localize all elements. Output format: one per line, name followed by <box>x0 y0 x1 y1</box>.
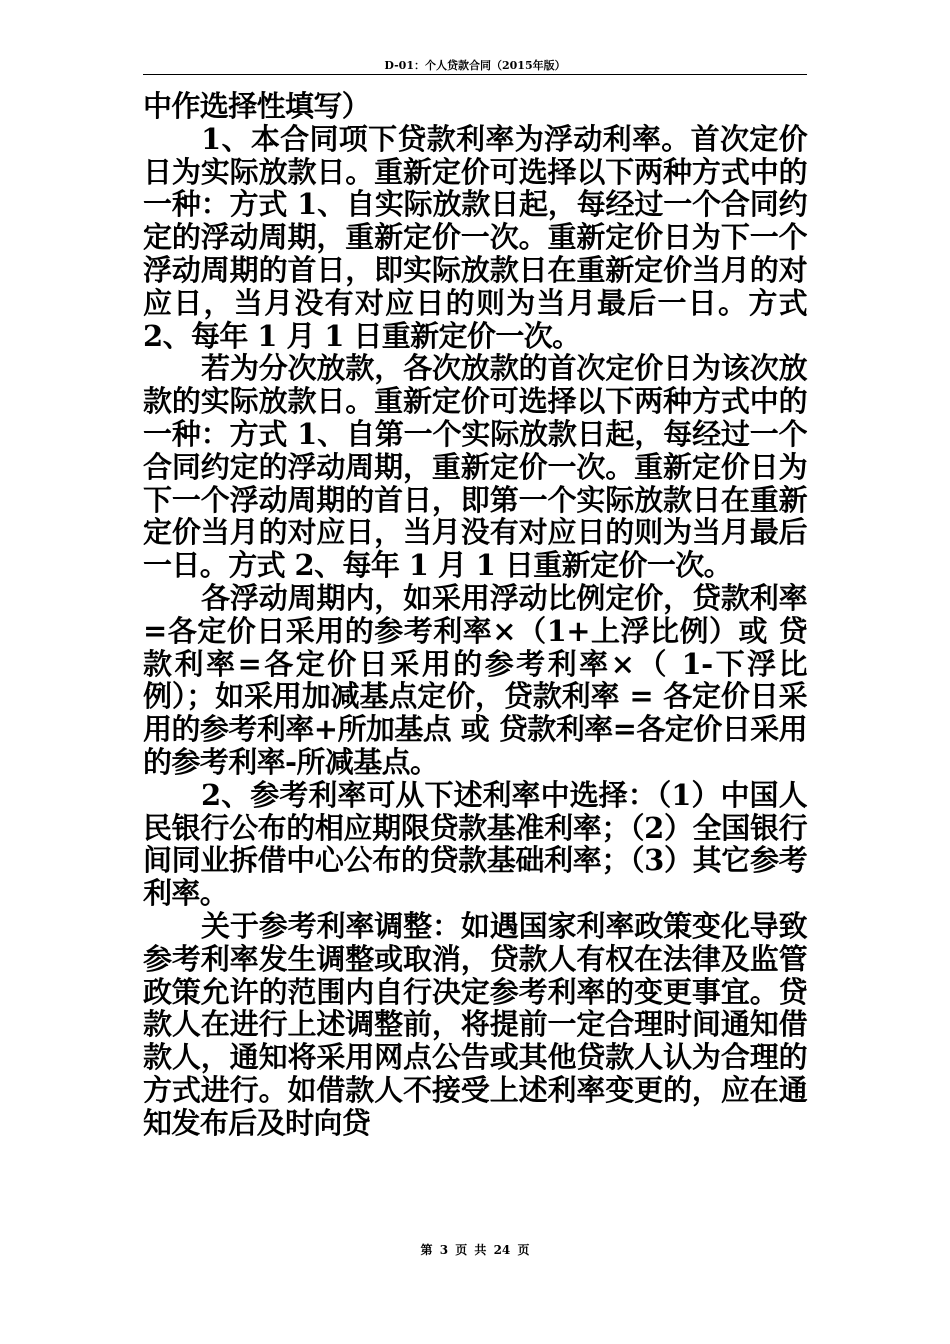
paragraph-rate-formula: 各浮动周期内，如采用浮动比例定价，贷款利率=各定价日采用的参考利率×（1+上浮比例）或 贷款利率=各定价日采用的参考利率×（ 1-下浮比例）；如采用加减基点定价，贷款利率 = 各定价日采用的参考利率+所加基点 或 贷款利率=各定价日采用的参考利率-所减基点。 <box>143 580 807 779</box>
page-number: 第 3 页 共 24 页 <box>420 1243 530 1257</box>
header-divider <box>143 74 807 75</box>
paragraph-installment-pricing: 若为分次放款，各次放款的首次定价日为该次放款的实际放款日。重新定价可选择以下两种方式中的一种：方式 1、自第一个实际放款日起，每经过一个合同约定的浮动周期，重新定价一次。重新定价日为下一个浮动周期的首日，即第一个实际放款日在重新定价当月的对应日，当月没有对应日的则为当月最后一日。方式 2、每年 1 月 1 日重新定价一次。 <box>143 351 807 583</box>
running-header: D-01：个人贷款合同（2015年版） <box>384 59 566 72</box>
paragraph-continuation: 中作选择性填写） <box>143 89 371 123</box>
paragraph-rate-floating: 1、本合同项下贷款利率为浮动利率。首次定价日为实际放款日。重新定价可选择以下两种方式中的一种：方式 1、自实际放款日起，每经过一个合同约定的浮动周期，重新定价一次。重新定价日为下一个浮动周期的首日，即实际放款日在重新定价当月的对应日，当月没有对应日的则为当月最后一日。方式 2、每年 1 月 1 日重新定价一次。 <box>143 121 807 353</box>
paragraph-reference-rate: 2、参考利率可从下述利率中选择：（1）中国人民银行公布的相应期限贷款基准利率；（2）全国银行间同业拆借中心公布的贷款基础利率；（3）其它参考利率。 <box>143 777 807 911</box>
paragraph-rate-adjustment: 关于参考利率调整：如遇国家利率政策变化导致参考利率发生调整或取消，贷款人有权在法律及监管政策允许的范围内自行决定参考利率的变更事宜。贷款人在进行上述调整前，将提前一定合理时间通知借款人，通知将采用网点公告或其他贷款人认为合理的方式进行。如借款人不接受上述利率变更的，应在通知发布后及时向贷 <box>143 908 807 1140</box>
document-body <box>143 90 807 1140</box>
